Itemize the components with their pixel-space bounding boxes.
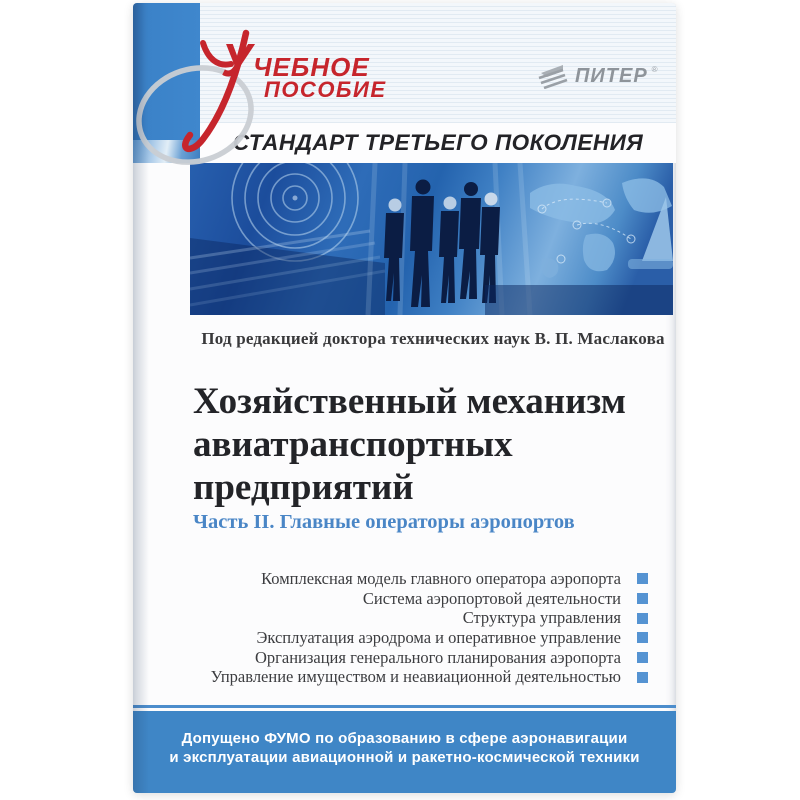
topics-list [133, 569, 648, 687]
terminal-strip [485, 285, 673, 315]
topic-row [133, 608, 648, 628]
square-bullet-icon [637, 593, 648, 604]
blue-divider-line [133, 705, 676, 708]
book-cover [133, 3, 676, 793]
topic-label: Комплексная модель главного оператора аэропорта [261, 568, 621, 588]
square-bullet-icon [637, 652, 648, 663]
piter-publisher-logo [537, 63, 658, 89]
approval-band [133, 711, 676, 793]
badge-posobie-label: ПОСОБИЕ [264, 77, 387, 102]
topic-row [133, 628, 648, 648]
topic-label: Организация генерального планирования аэропорта [254, 647, 621, 667]
topic-row [133, 589, 648, 609]
topic-label: Структура управления [462, 608, 621, 628]
topic-row [133, 667, 648, 687]
topic-label: Управление имуществом и неавиационной деятельностью [210, 667, 621, 687]
book-title [193, 380, 668, 509]
book-subtitle: Часть II. Главные операторы аэропортов [193, 511, 575, 533]
corner-streak-band [133, 140, 200, 163]
registered-mark: ® [651, 64, 658, 74]
publisher-name: ПИТЕР [575, 64, 648, 87]
cover-photo-airline-crew [190, 163, 673, 315]
book-title-line-2: авиатранспортных [193, 424, 513, 465]
badge-uchebnoe-label: УЧЕБНОЕ [221, 34, 370, 86]
topic-row [133, 569, 648, 589]
square-bullet-icon [637, 672, 648, 683]
approval-line-2: и эксплуатации авиационной и ракетно-космической техники [169, 749, 640, 766]
topic-label: Эксплуатация аэродрома и оперативное управление [256, 627, 621, 647]
book-title-line-1: Хозяйственный механизм [193, 381, 626, 422]
topic-label: Система аэропортовой деятельности [362, 588, 621, 608]
approval-line-1: Допущено ФУМО по образованию в сфере аэронавигации [181, 730, 628, 747]
series-band [200, 123, 676, 163]
square-bullet-icon [637, 632, 648, 643]
series-title: СТАНДАРТ ТРЕТЬЕГО ПОКОЛЕНИЯ [232, 130, 644, 155]
corner-accent-block [133, 3, 200, 140]
topic-row [133, 648, 648, 668]
editor-credit: Под редакцией доктора технических наук В. П. Маслакова [201, 329, 665, 348]
square-bullet-icon [637, 613, 648, 624]
book-title-line-3: предприятий [193, 467, 414, 508]
square-bullet-icon [637, 573, 648, 584]
piter-pennant-icon [537, 63, 571, 89]
